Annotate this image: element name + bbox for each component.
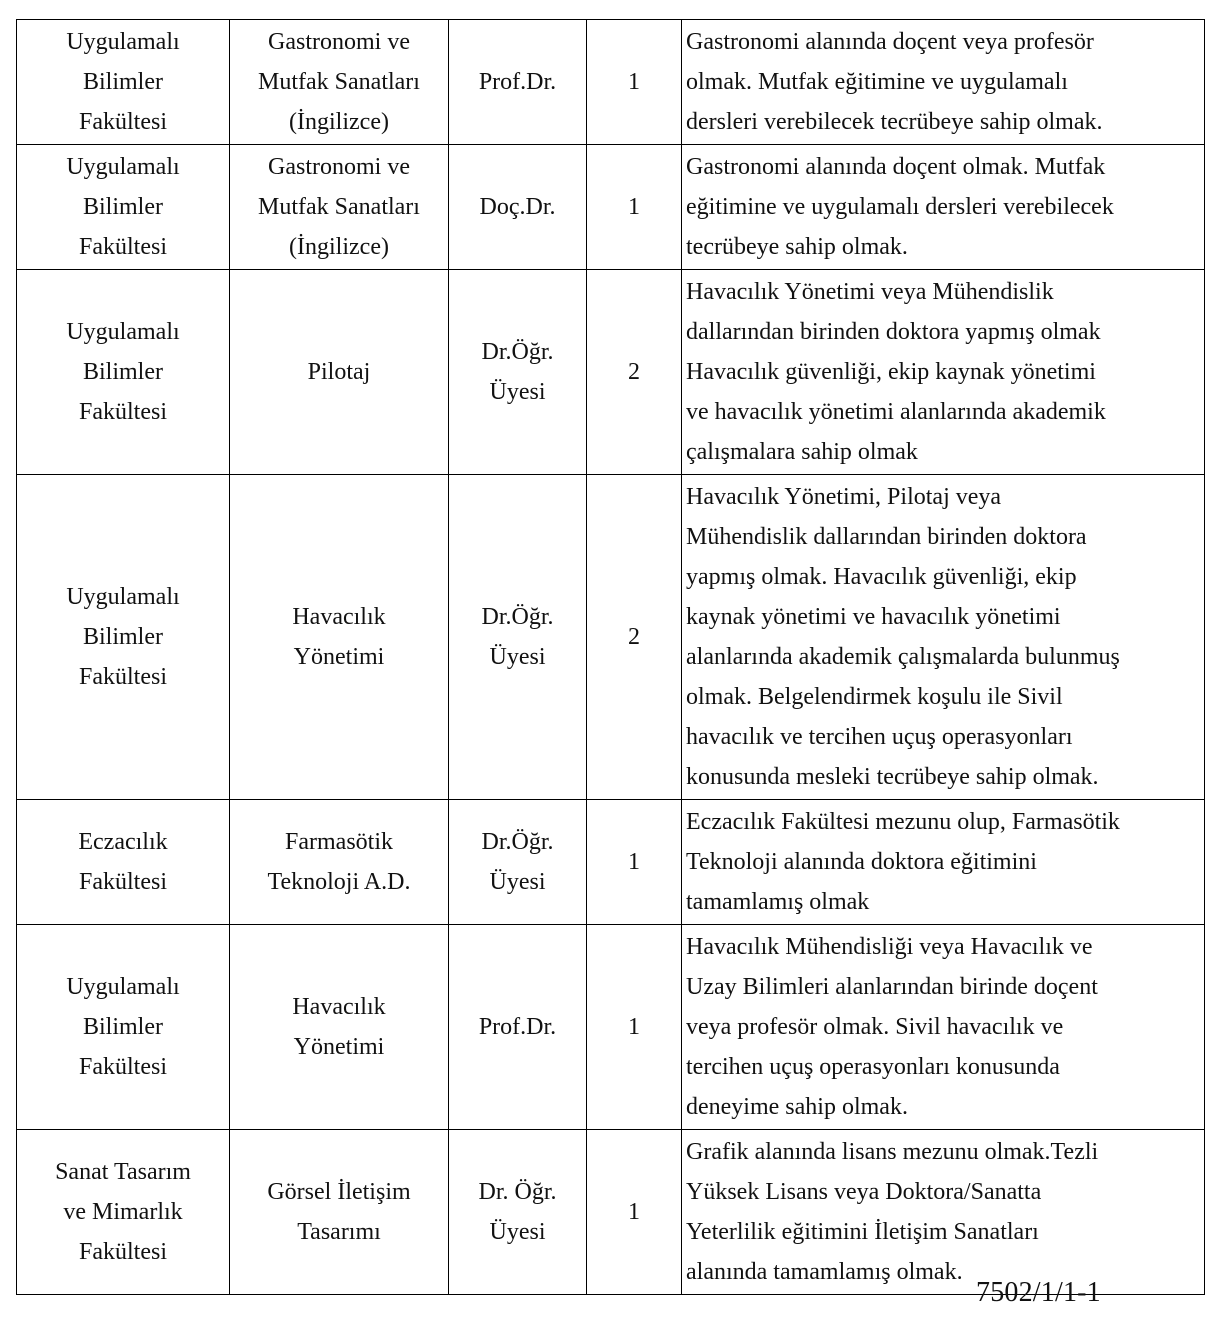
requirement-line: Grafik alanında lisans mezunu olmak.Tezli — [686, 1139, 1099, 1165]
position-count: 1 — [628, 849, 640, 875]
requirement-line: tecrübeye sahip olmak. — [686, 234, 908, 260]
count-cell — [587, 1130, 682, 1295]
requirements-cell — [682, 925, 1205, 1130]
faculty-line: Fakültesi — [79, 399, 167, 425]
faculty-line: Sanat Tasarım — [55, 1159, 191, 1185]
department-line: (İngilizce) — [289, 234, 389, 260]
table-row — [17, 20, 1205, 145]
department-cell — [230, 270, 449, 475]
table-row — [17, 145, 1205, 270]
positions-table-body — [17, 20, 1205, 1295]
department-line: Pilotaj — [307, 359, 371, 385]
requirement-line: deneyime sahip olmak. — [686, 1094, 908, 1120]
requirement-line: tamamlamış olmak — [686, 889, 870, 915]
requirement-line: çalışmalara sahip olmak — [686, 439, 918, 465]
position-count: 1 — [628, 1199, 640, 1225]
count-cell — [587, 20, 682, 145]
faculty-cell — [17, 800, 230, 925]
table-row — [17, 270, 1205, 475]
requirement-line: Eczacılık Fakültesi mezunu olup, Farmasötik — [686, 809, 1120, 835]
requirement-line: yapmış olmak. Havacılık güvenliği, ekip — [686, 564, 1077, 590]
requirements-cell — [682, 270, 1205, 475]
position-count: 2 — [628, 359, 640, 385]
faculty-line: Fakültesi — [79, 869, 167, 895]
requirement-line: eğitimine ve uygulamalı dersleri verebilecek — [686, 194, 1114, 220]
academic-title: Dr.Öğr. — [481, 829, 554, 855]
title-cell — [449, 475, 587, 800]
requirements-cell — [682, 800, 1205, 925]
count-cell — [587, 145, 682, 270]
department-cell — [230, 800, 449, 925]
table-row — [17, 800, 1205, 925]
academic-title: Prof.Dr. — [478, 69, 557, 95]
requirement-line: Uzay Bilimleri alanlarından birinde doçent — [686, 974, 1098, 1000]
requirement-line: Havacılık Mühendisliği veya Havacılık ve — [686, 934, 1093, 960]
faculty-line: Bilimler — [83, 194, 163, 220]
requirement-line: Yüksek Lisans veya Doktora/Sanatta — [686, 1179, 1042, 1205]
faculty-line: Eczacılık — [78, 829, 168, 855]
position-count: 2 — [628, 624, 640, 650]
department-line: Havacılık — [292, 994, 386, 1020]
faculty-line: Fakültesi — [79, 1054, 167, 1080]
department-cell — [230, 925, 449, 1130]
academic-title: Dr. Öğr. — [478, 1179, 557, 1205]
table-row — [17, 925, 1205, 1130]
requirement-line: tercihen uçuş operasyonları konusunda — [686, 1054, 1060, 1080]
requirements-cell — [682, 20, 1205, 145]
academic-title: Prof.Dr. — [478, 1014, 557, 1040]
requirement-line: Mühendislik dallarından birinden doktora — [686, 524, 1087, 550]
faculty-cell — [17, 1130, 230, 1295]
requirement-line: havacılık ve tercihen uçuş operasyonları — [686, 724, 1073, 750]
position-count: 1 — [628, 69, 640, 95]
faculty-line: Uygulamalı — [66, 974, 180, 1000]
department-cell — [230, 145, 449, 270]
table-row — [17, 1130, 1205, 1295]
academic-title: Üyesi — [489, 379, 546, 405]
department-line: Yönetimi — [293, 644, 385, 670]
faculty-line: Fakültesi — [79, 664, 167, 690]
requirement-line: Havacılık Yönetimi, Pilotaj veya — [686, 484, 1002, 510]
document-code: 7502/1/1-1 — [976, 1277, 1101, 1308]
department-line: Gastronomi ve — [268, 29, 410, 55]
requirements-cell — [682, 1130, 1205, 1295]
department-line: Görsel İletişim — [267, 1179, 411, 1205]
requirements-cell — [682, 145, 1205, 270]
department-line: Teknoloji A.D. — [267, 869, 411, 895]
requirement-line: konusunda mesleki tecrübeye sahip olmak. — [686, 764, 1099, 790]
department-line: Havacılık — [292, 604, 386, 630]
title-cell — [449, 1130, 587, 1295]
faculty-line: Bilimler — [83, 1014, 163, 1040]
faculty-line: Uygulamalı — [66, 584, 180, 610]
table-row — [17, 475, 1205, 800]
requirement-line: olmak. Mutfak eğitimine ve uygulamalı — [686, 69, 1068, 95]
requirement-line: ve havacılık yönetimi alanlarında akademik — [686, 399, 1106, 425]
title-cell — [449, 20, 587, 145]
faculty-line: Fakültesi — [79, 234, 167, 260]
department-line: (İngilizce) — [289, 109, 389, 135]
faculty-line: Uygulamalı — [66, 154, 180, 180]
faculty-line: Uygulamalı — [66, 319, 180, 345]
requirement-line: dersleri verebilecek tecrübeye sahip olmak. — [686, 109, 1103, 135]
count-cell — [587, 800, 682, 925]
faculty-line: Bilimler — [83, 624, 163, 650]
academic-title: Üyesi — [489, 644, 546, 670]
faculty-cell — [17, 20, 230, 145]
faculty-line: Uygulamalı — [66, 29, 180, 55]
faculty-line: Fakültesi — [79, 1239, 167, 1265]
academic-title: Doç.Dr. — [479, 194, 556, 220]
faculty-line: Fakültesi — [79, 109, 167, 135]
requirement-line: veya profesör olmak. Sivil havacılık ve — [686, 1014, 1064, 1040]
faculty-cell — [17, 925, 230, 1130]
faculty-cell — [17, 145, 230, 270]
requirement-line: Yeterlilik eğitimini İletişim Sanatları — [686, 1219, 1039, 1245]
title-cell — [449, 800, 587, 925]
faculty-line: Bilimler — [83, 69, 163, 95]
academic-title: Dr.Öğr. — [481, 339, 554, 365]
requirement-line: Gastronomi alanında doçent veya profesör — [686, 29, 1094, 55]
requirement-line: alanlarında akademik çalışmalarda bulunmuş — [686, 644, 1120, 670]
positions-table — [16, 19, 1205, 1295]
requirement-line: olmak. Belgelendirmek koşulu ile Sivil — [686, 684, 1063, 710]
requirement-line: Gastronomi alanında doçent olmak. Mutfak — [686, 154, 1106, 180]
department-line: Mutfak Sanatları — [258, 194, 420, 220]
requirement-line: Teknoloji alanında doktora eğitimini — [686, 849, 1037, 875]
department-line: Mutfak Sanatları — [258, 69, 420, 95]
department-line: Yönetimi — [293, 1034, 385, 1060]
department-cell — [230, 1130, 449, 1295]
faculty-cell — [17, 475, 230, 800]
department-line: Tasarımı — [297, 1219, 381, 1245]
faculty-cell — [17, 270, 230, 475]
department-cell — [230, 475, 449, 800]
count-cell — [587, 925, 682, 1130]
count-cell — [587, 270, 682, 475]
faculty-line: ve Mimarlık — [63, 1199, 183, 1225]
requirement-line: alanında tamamlamış olmak. — [686, 1259, 963, 1285]
count-cell — [587, 475, 682, 800]
requirements-cell — [682, 475, 1205, 800]
title-cell — [449, 270, 587, 475]
position-count: 1 — [628, 1014, 640, 1040]
requirement-line: Havacılık Yönetimi veya Mühendislik — [686, 279, 1054, 305]
academic-title: Dr.Öğr. — [481, 604, 554, 630]
requirement-line: kaynak yönetimi ve havacılık yönetimi — [686, 604, 1061, 630]
academic-title: Üyesi — [489, 869, 546, 895]
department-line: Gastronomi ve — [268, 154, 410, 180]
requirement-line: dallarından birinden doktora yapmış olmak — [686, 319, 1101, 345]
title-cell — [449, 925, 587, 1130]
faculty-line: Bilimler — [83, 359, 163, 385]
academic-title: Üyesi — [489, 1219, 546, 1245]
position-count: 1 — [628, 194, 640, 220]
requirement-line: Havacılık güvenliği, ekip kaynak yönetimi — [686, 359, 1096, 385]
title-cell — [449, 145, 587, 270]
department-cell — [230, 20, 449, 145]
department-line: Farmasötik — [285, 829, 393, 855]
